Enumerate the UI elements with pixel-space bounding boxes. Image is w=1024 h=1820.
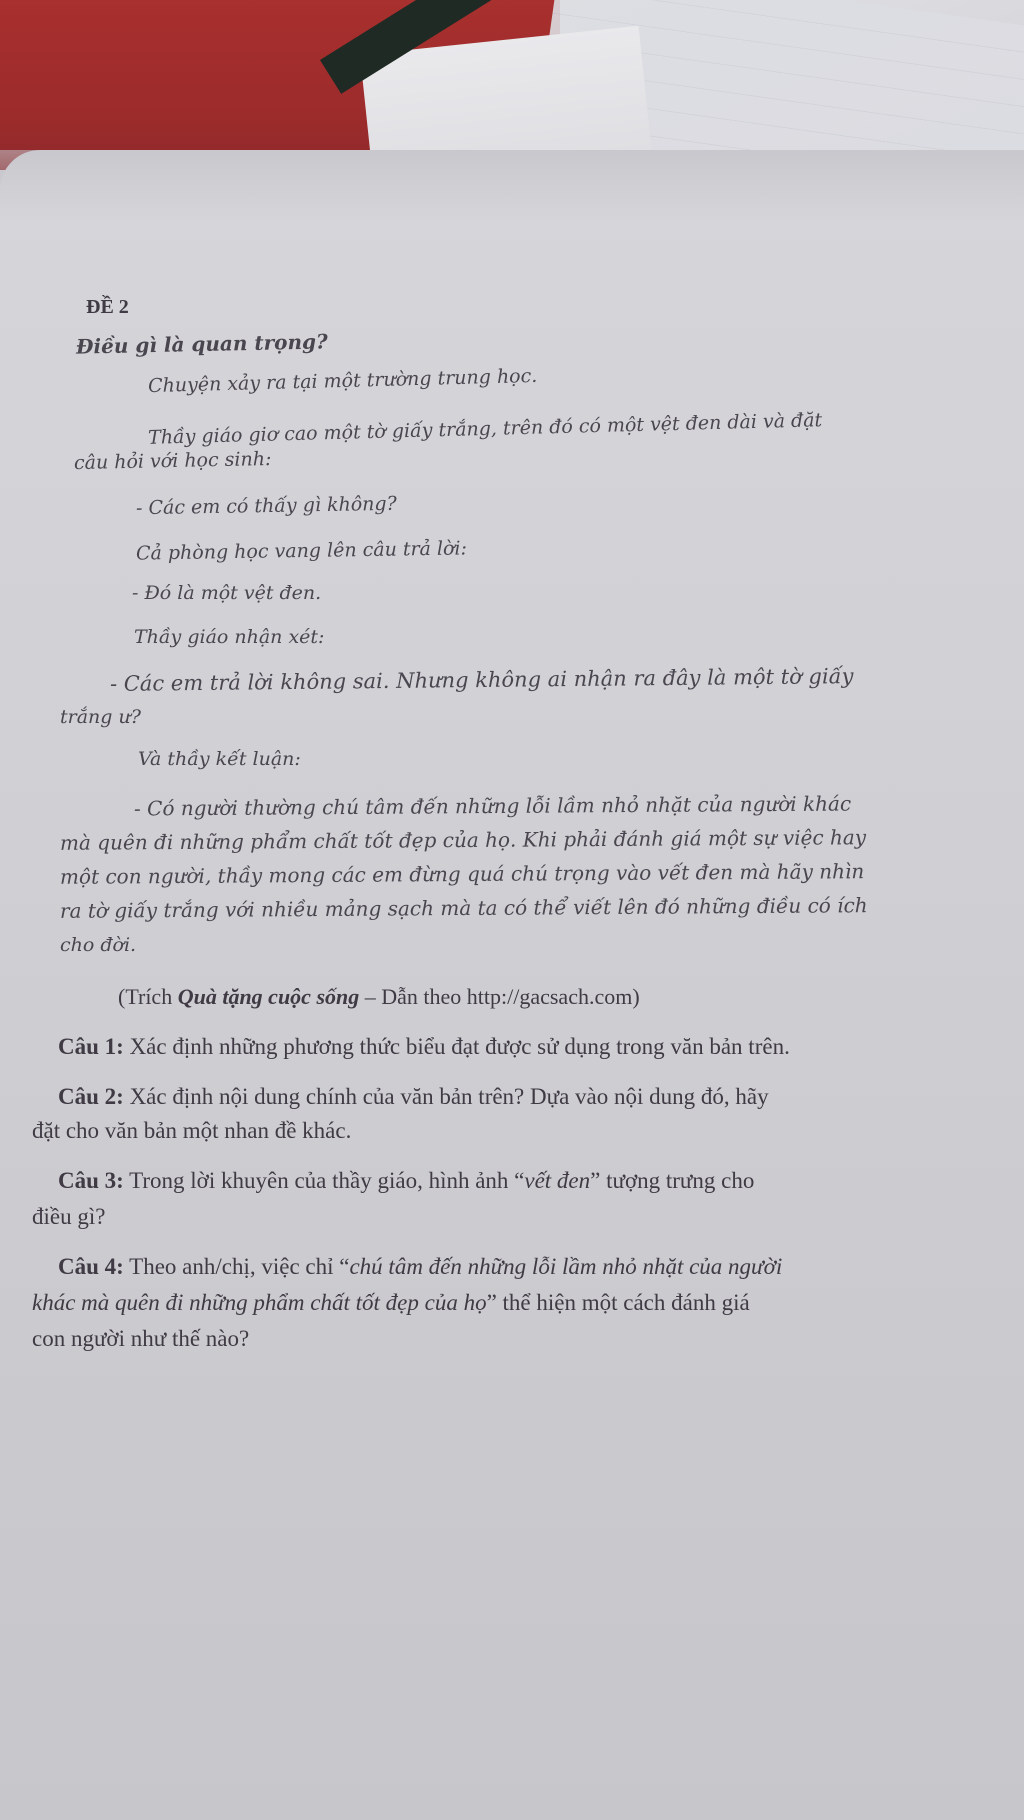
question-3-label: Câu 3: — [58, 1168, 124, 1193]
question-4-text-1a: Theo anh/chị, việc chỉ “ — [123, 1254, 350, 1279]
source-citation — [118, 984, 640, 1010]
source-suffix: – Dẫn theo http://gacsach.com) — [359, 984, 640, 1009]
story-line-10: Và thầy kết luận: — [138, 748, 301, 770]
story-line-9: trắng ư? — [60, 706, 141, 728]
story-line-2: Thầy giáo giơ cao một tờ giấy trắng, trên đó có một vệt đen dài và đặt — [147, 409, 823, 449]
question-3-text-1a: Trong lời khuyên của thầy giáo, hình ảnh “ — [123, 1168, 525, 1193]
story-line-7: Thầy giáo nhận xét: — [134, 626, 325, 648]
source-book: Quà tặng cuộc sống — [177, 984, 360, 1009]
question-1-label: Câu 1: — [58, 1034, 124, 1059]
story-title: Điều gì là quan trọng? — [75, 329, 328, 359]
question-1-text: Xác định những phương thức biểu đạt được sử dụng trong văn bản trên. — [123, 1034, 790, 1059]
exam-heading: ĐỀ 2 — [86, 296, 129, 318]
story-line-1: Chuyện xảy ra tại một trường trung học. — [147, 364, 538, 398]
question-2-text-1: Xác định nội dung chính của văn bản trên? Dựa vào nội dung đó, hãy — [123, 1084, 769, 1109]
question-4-line-1 — [58, 1254, 782, 1280]
question-3-text-1b: ” tượng trưng cho — [590, 1168, 755, 1193]
story-line-5: Cả phòng học vang lên câu trả lời: — [135, 537, 468, 565]
story-line-15: cho đời. — [60, 934, 137, 956]
question-2-line-1 — [58, 1084, 769, 1110]
question-4-emphasis-1: chú tâm đến những lỗi lầm nhỏ nhặt của người — [349, 1254, 783, 1279]
story-line-13: một con người, thầy mong các em đừng quá chú trọng vào vết đen mà hãy nhìn — [59, 859, 865, 889]
question-1 — [58, 1034, 790, 1060]
question-4-text-2b: ” thể hiện một cách đánh giá — [486, 1290, 750, 1315]
story-line-3: câu hỏi với học sinh: — [73, 447, 272, 475]
story-line-12: mà quên đi những phẩm chất tốt đẹp của họ. Khi phải đánh giá một sự việc hay — [59, 825, 867, 855]
question-3-line-2: điều gì? — [32, 1204, 106, 1229]
source-prefix: (Trích — [118, 984, 178, 1009]
question-2-line-2: đặt cho văn bản một nhan đề khác. — [32, 1118, 352, 1143]
story-line-4: - Các em có thấy gì không? — [135, 492, 397, 520]
question-4-label: Câu 4: — [58, 1254, 124, 1279]
question-2-label: Câu 2: — [58, 1084, 124, 1109]
story-line-11: - Có người thường chú tâm đến những lỗi lầm nhỏ nhặt của người khác — [133, 791, 852, 821]
question-4-emphasis-2: khác mà quên đi những phẩm chất tốt đẹp của họ — [32, 1290, 487, 1315]
question-4-line-2 — [32, 1290, 750, 1316]
question-4-line-3: con người như thế nào? — [32, 1326, 250, 1351]
story-line-14: ra tờ giấy trắng với nhiều mảng sạch mà ta có thể viết lên đó những điều có ích — [59, 893, 868, 923]
question-3-line-1 — [58, 1168, 754, 1194]
question-3-emphasis: vết đen — [524, 1168, 591, 1193]
story-line-6: - Đó là một vệt đen. — [132, 582, 322, 604]
story-line-8: - Các em trả lời không sai. Nhưng không ai nhận ra đây là một tờ giấy — [109, 664, 854, 696]
